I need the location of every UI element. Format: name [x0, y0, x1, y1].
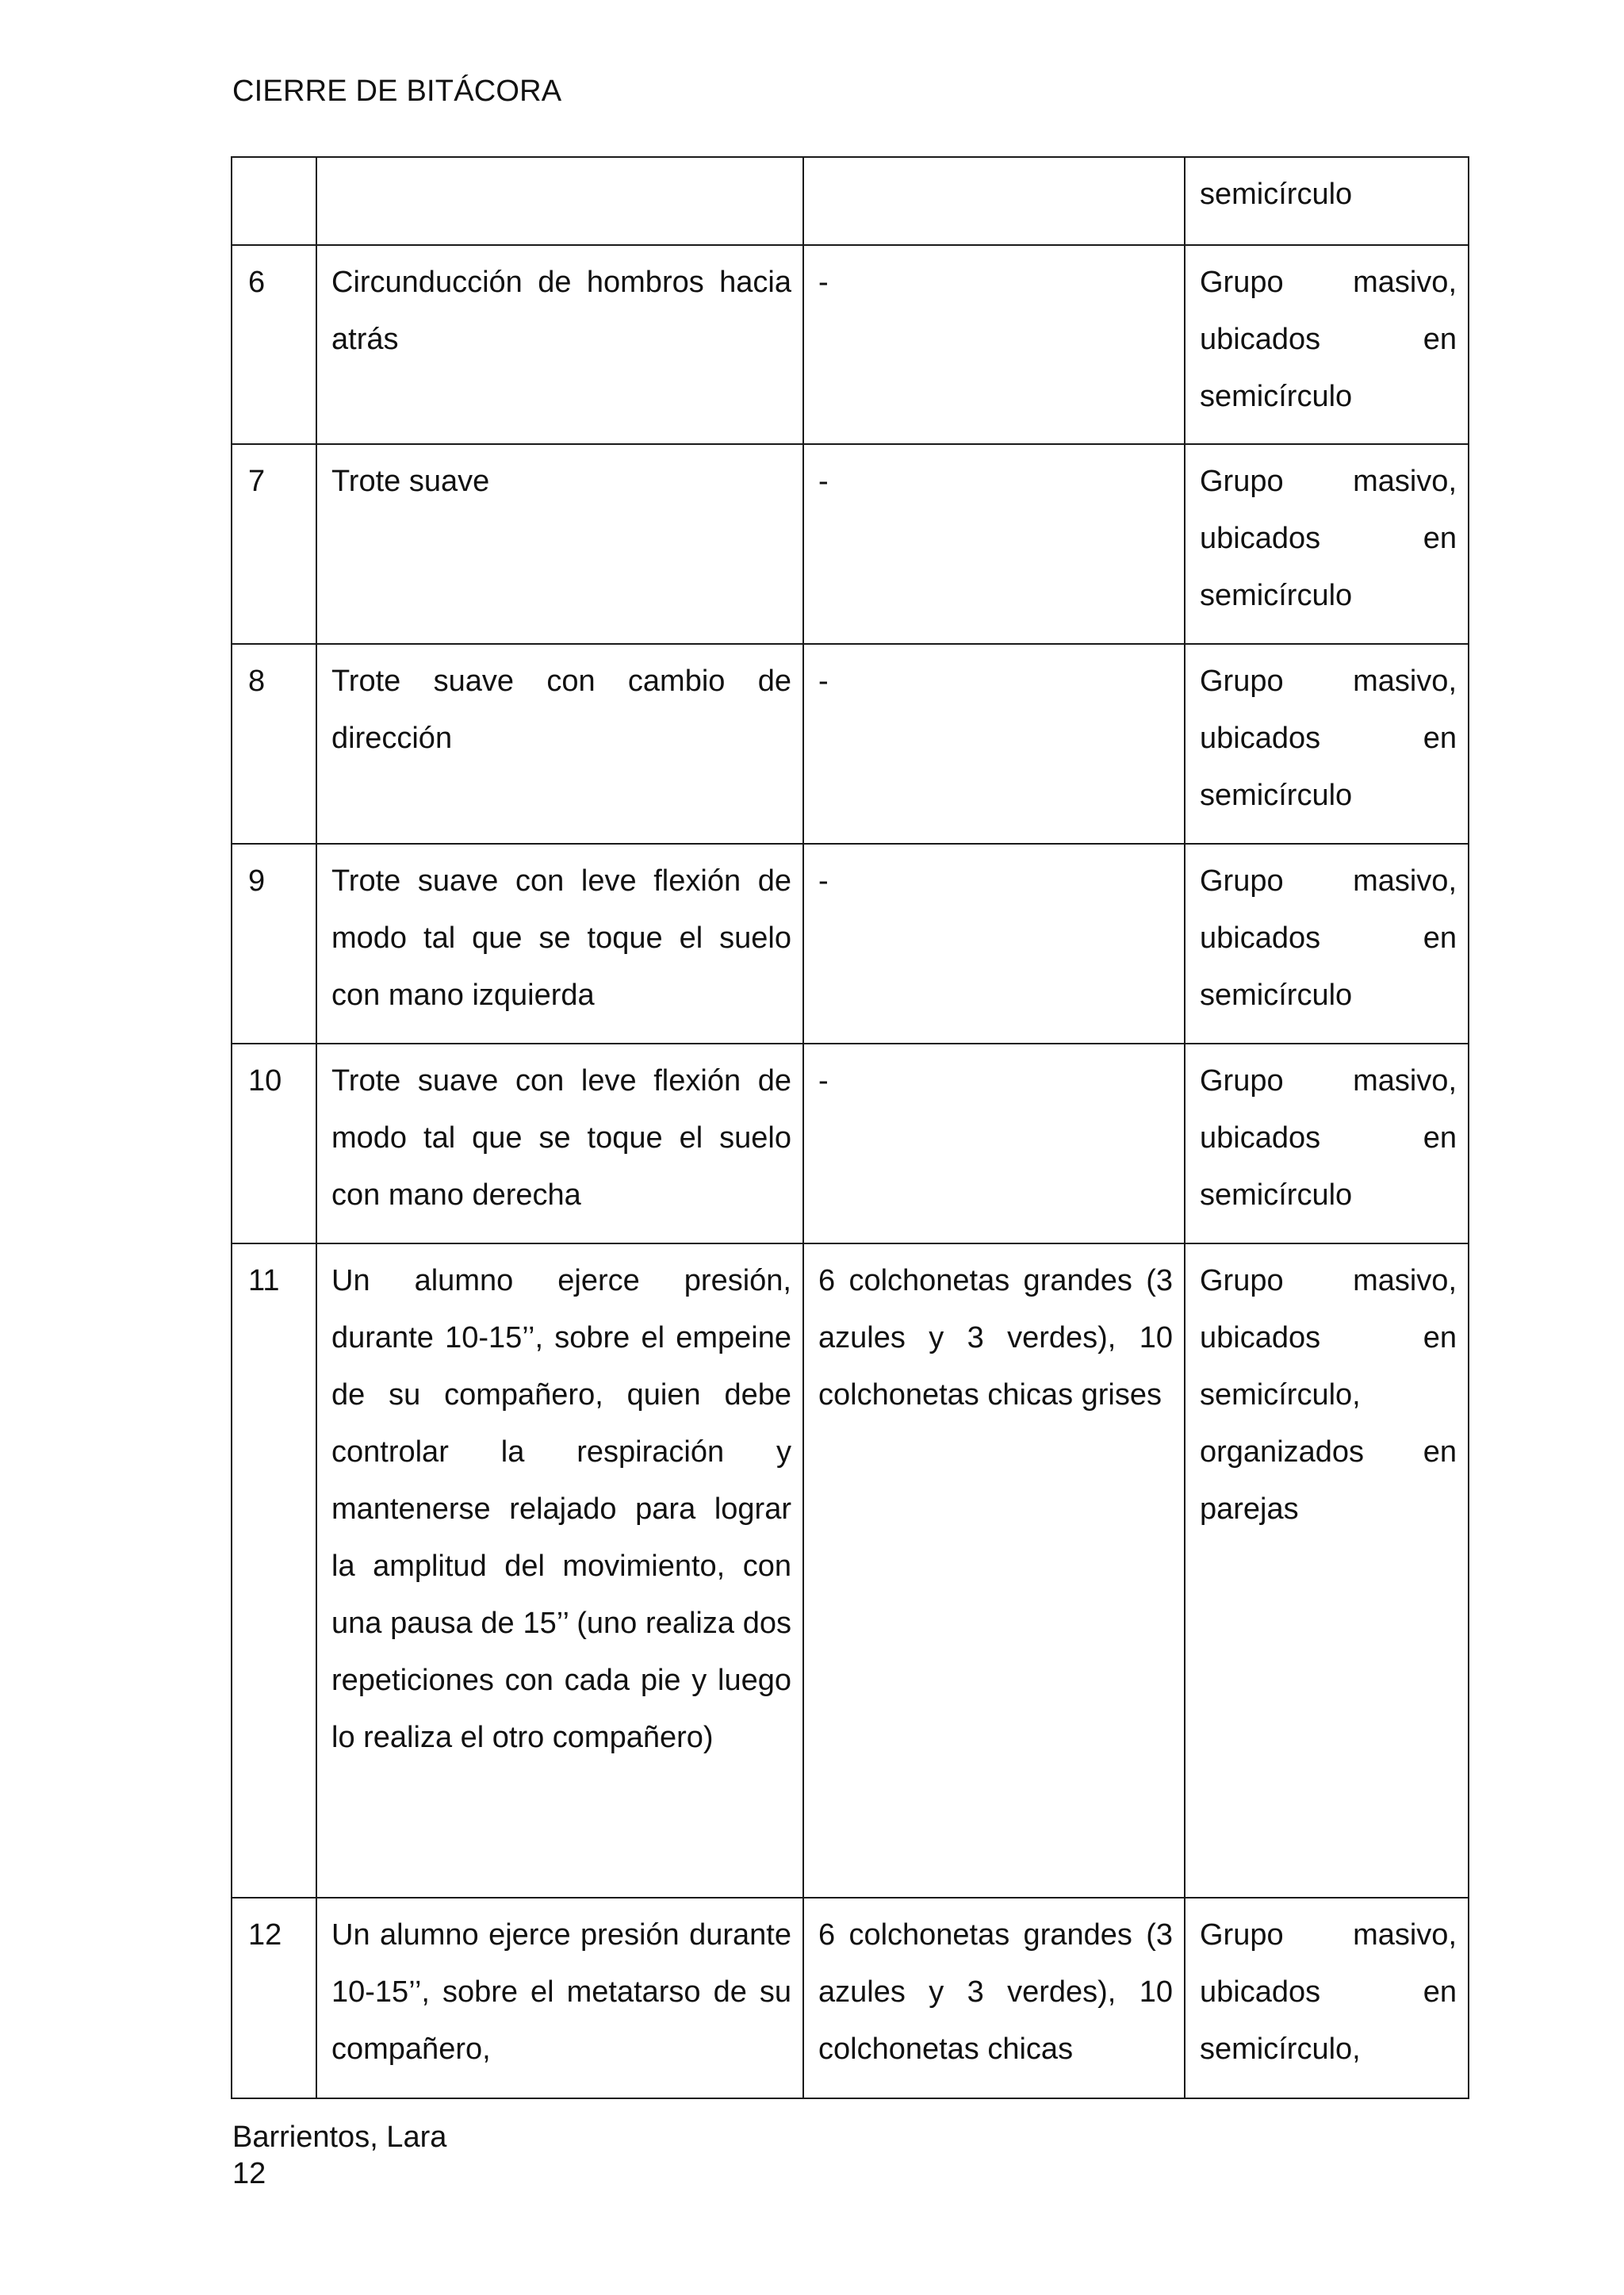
organization-cell: Grupo masivo, ubicados en semicírculo: [1185, 644, 1469, 844]
organization-cell: Grupo masivo, ubicados en semicírculo: [1185, 1044, 1469, 1243]
row-number-cell: 10: [232, 1044, 316, 1243]
footer-page-number: 12: [232, 2157, 266, 2190]
activity-cell: Trote suave: [316, 444, 803, 644]
row-number-cell: 9: [232, 844, 316, 1044]
activity-cell: Un alumno ejerce presión, durante 10-15’’, sobre el empeine de su compañero, quien debe controlar la respiración y mantenerse relajado para lograr la amplitud del movimiento, con una pausa de 15’’ (uno realiza dos repeticiones con cada pie y luego lo realiza el otro compañero): [316, 1243, 803, 1898]
table-row: [232, 644, 1469, 844]
table-row: [232, 444, 1469, 644]
materials-cell: 6 colchonetas grandes (3 azules y 3 verdes), 10 colchonetas chicas: [803, 1898, 1185, 2098]
page-footer: [232, 2119, 446, 2192]
materials-cell: -: [803, 644, 1185, 844]
row-number-cell: 8: [232, 644, 316, 844]
materials-cell: -: [803, 444, 1185, 644]
row-number-cell: [232, 157, 316, 245]
page-header-title: CIERRE DE BITÁCORA: [232, 75, 562, 108]
materials-cell: 6 colchonetas grandes (3 azules y 3 verdes), 10 colchonetas chicas grises: [803, 1243, 1185, 1898]
activity-cell: Trote suave con leve flexión de modo tal que se toque el suelo con mano izquierda: [316, 844, 803, 1044]
table-row: [232, 245, 1469, 444]
organization-cell: Grupo masivo, ubicados en semicírculo: [1185, 444, 1469, 644]
activity-cell: Circunducción de hombros hacia atrás: [316, 245, 803, 444]
organization-cell: Grupo masivo, ubicados en semicírculo,: [1185, 1898, 1469, 2098]
row-number-cell: 11: [232, 1243, 316, 1898]
organization-cell: Grupo masivo, ubicados en semicírculo: [1185, 844, 1469, 1044]
activity-cell: Trote suave con cambio de dirección: [316, 644, 803, 844]
organization-cell: semicírculo: [1185, 157, 1469, 245]
footer-author: Barrientos, Lara: [232, 2121, 447, 2154]
materials-cell: [803, 157, 1185, 245]
row-number-cell: 7: [232, 444, 316, 644]
table-row: [232, 1898, 1469, 2098]
row-number-cell: 6: [232, 245, 316, 444]
activity-cell: Trote suave con leve flexión de modo tal que se toque el suelo con mano derecha: [316, 1044, 803, 1243]
activities-table: [231, 156, 1469, 2099]
row-number-cell: 12: [232, 1898, 316, 2098]
organization-cell: Grupo masivo, ubicados en semicírculo: [1185, 245, 1469, 444]
activity-cell: Un alumno ejerce presión durante 10-15’’, sobre el metatarso de su compañero,: [316, 1898, 803, 2098]
activity-cell: [316, 157, 803, 245]
table-row: [232, 1044, 1469, 1243]
table-row: [232, 157, 1469, 245]
table-row: [232, 1243, 1469, 1898]
organization-cell: Grupo masivo, ubicados en semicírculo, organizados en parejas: [1185, 1243, 1469, 1898]
materials-cell: -: [803, 1044, 1185, 1243]
materials-cell: -: [803, 245, 1185, 444]
materials-cell: -: [803, 844, 1185, 1044]
table-row: [232, 844, 1469, 1044]
